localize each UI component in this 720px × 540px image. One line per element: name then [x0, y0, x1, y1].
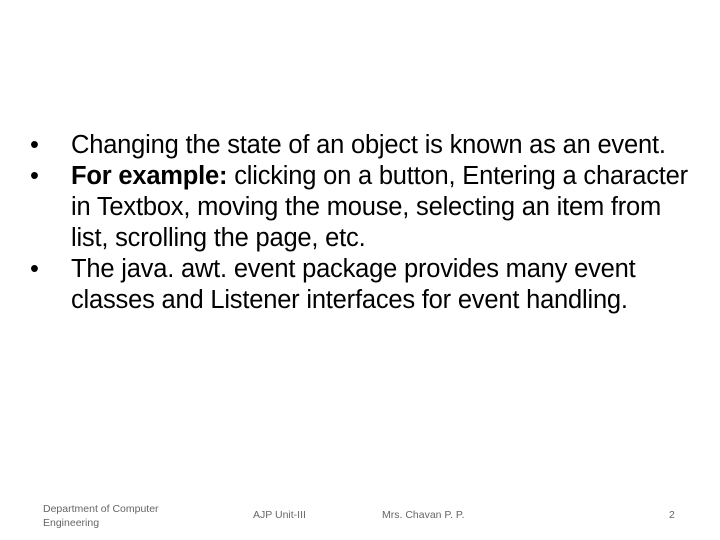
bullet-text: Changing the state of an object is known as an event. — [71, 131, 666, 159]
footer-unit: AJP Unit-III — [253, 509, 306, 521]
footer-author: Mrs. Chavan P. P. — [382, 509, 465, 521]
bullet-text: clicking on a button, Entering a character in Textbox, moving the mouse, selecting an item from list, scrolling the page, etc. — [71, 162, 688, 252]
bullet-marker: • — [30, 162, 39, 190]
bullet-lead: For example: — [71, 162, 228, 190]
bullet-text: The java. awt. event package provides many event classes and Listener interfaces for event handling. — [71, 255, 636, 314]
bullet-marker: • — [30, 131, 39, 159]
bullet-item — [30, 130, 690, 161]
bullet-list — [30, 130, 690, 316]
bullet-item — [30, 161, 690, 254]
page-number: 2 — [669, 509, 675, 521]
bullet-marker: • — [30, 255, 39, 283]
bullet-item — [30, 254, 690, 316]
footer-department: Department of Computer Engineering — [43, 503, 159, 529]
